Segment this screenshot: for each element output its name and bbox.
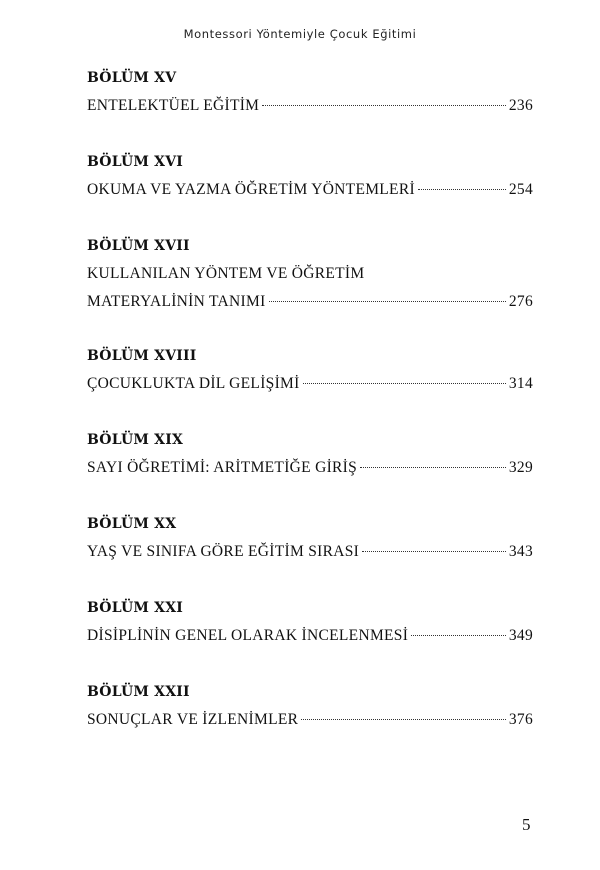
toc-entry-title — [87, 176, 533, 204]
toc-entry-title — [87, 538, 533, 566]
toc-entry — [87, 232, 533, 342]
chapter-title: SONUÇLAR VE İZLENİMLER — [87, 711, 299, 728]
page-number: 343 — [508, 543, 533, 560]
toc-entry-title — [87, 370, 533, 398]
page-number: 276 — [508, 293, 533, 310]
toc-title-line — [87, 288, 533, 316]
chapter-title: YAŞ VE SINIFA GÖRE EĞİTİM SIRASI — [87, 543, 360, 560]
chapter-label: BÖLÜM XVI — [87, 154, 184, 170]
chapter-label: BÖLÜM XX — [87, 516, 177, 532]
chapter-title: KULLANILAN YÖNTEM VE ÖĞRETİM — [87, 265, 365, 282]
toc-title-line — [87, 92, 533, 120]
toc-entry — [87, 678, 533, 762]
page-number: 254 — [508, 181, 533, 198]
chapter-label: BÖLÜM XV — [87, 70, 177, 86]
toc-title-line — [87, 706, 533, 734]
dot-leader — [262, 105, 506, 106]
page-number: 376 — [508, 711, 533, 728]
dot-leader — [269, 301, 506, 302]
dot-leader — [360, 467, 506, 468]
chapter-title: SAYI ÖĞRETİMİ: ARİTMETİĞE GİRİŞ — [87, 459, 358, 476]
toc-entry-title — [87, 622, 533, 650]
toc-entry — [87, 426, 533, 510]
chapter-label: BÖLÜM XXII — [87, 684, 190, 700]
page-number: 236 — [508, 97, 533, 114]
toc-title-line — [87, 454, 533, 482]
dot-leader — [301, 719, 506, 720]
toc-entry — [87, 594, 533, 678]
toc-entry-title — [87, 92, 533, 120]
page-number: 349 — [508, 627, 533, 644]
chapter-title: OKUMA VE YAZMA ÖĞRETİM YÖNTEMLERİ — [87, 181, 415, 198]
dot-leader — [411, 635, 506, 636]
page-number: 314 — [508, 375, 533, 392]
toc-title-line — [87, 538, 533, 566]
toc-entry-title — [87, 706, 533, 734]
table-of-contents — [87, 64, 533, 762]
chapter-title: ÇOCUKLUKTA DİL GELİŞİMİ — [87, 375, 300, 392]
toc-title-line — [87, 176, 533, 204]
chapter-label: BÖLÜM XVIII — [87, 348, 197, 364]
toc-entry — [87, 342, 533, 426]
toc-entry — [87, 510, 533, 594]
toc-entry — [87, 148, 533, 232]
toc-title-line — [87, 622, 533, 650]
dot-leader — [362, 551, 506, 552]
chapter-title-continued: MATERYALİNİN TANIMI — [87, 293, 266, 310]
chapter-label: BÖLÜM XXI — [87, 600, 184, 616]
chapter-label: BÖLÜM XVII — [87, 238, 190, 254]
dot-leader — [303, 383, 506, 384]
dot-leader — [418, 189, 506, 190]
chapter-title: DİSİPLİNİN GENEL OLARAK İNCELENMESİ — [87, 627, 409, 644]
toc-entry-title — [87, 454, 533, 482]
running-header: Montessori Yöntemiyle Çocuk Eğitimi — [183, 27, 417, 41]
folio-page-number: 5 — [522, 815, 531, 834]
toc-title-line — [87, 370, 533, 398]
toc-entry — [87, 64, 533, 148]
chapter-title: ENTELEKTÜEL EĞİTİM — [87, 97, 260, 114]
toc-entry-title — [87, 260, 533, 316]
chapter-label: BÖLÜM XIX — [87, 432, 184, 448]
page-number: 329 — [508, 459, 533, 476]
